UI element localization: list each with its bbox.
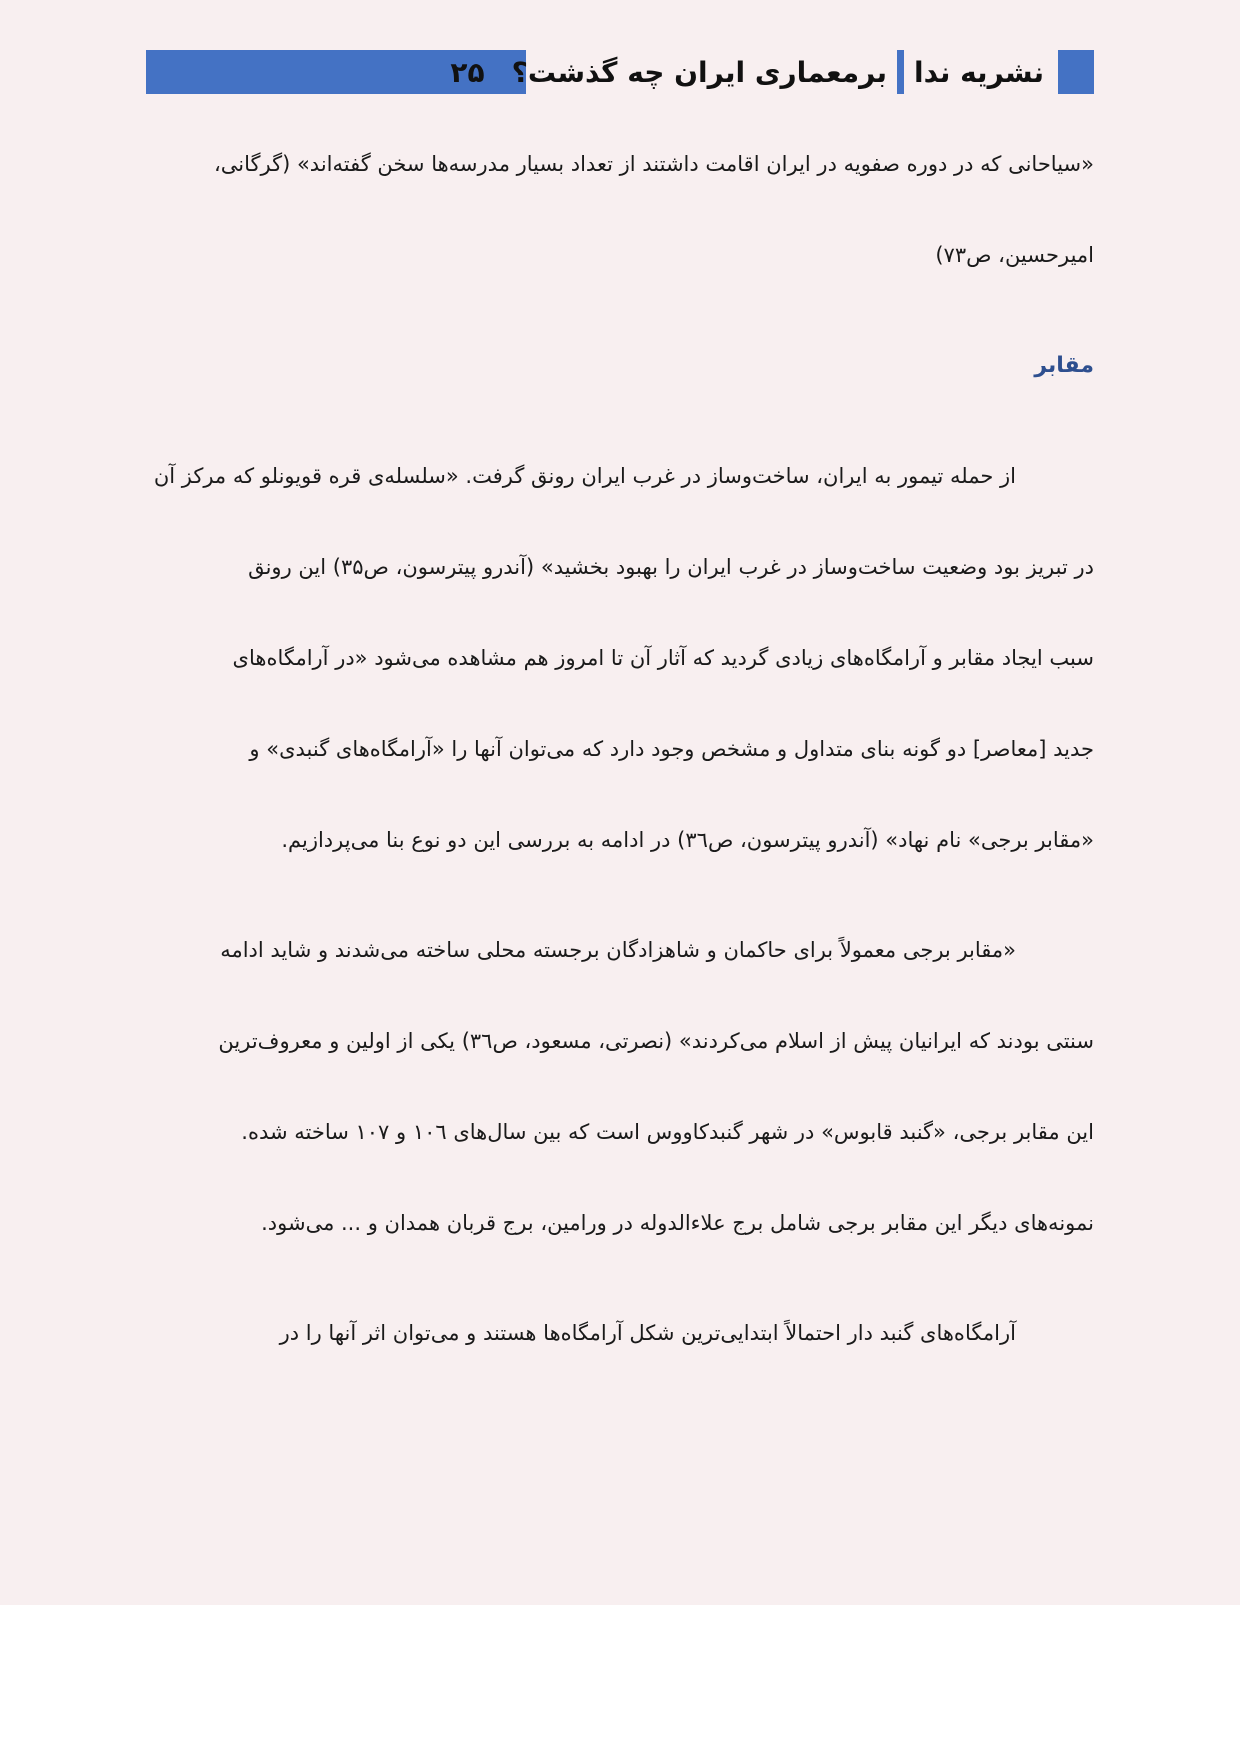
page-number: ۲۵ — [450, 55, 485, 89]
header-separator — [897, 50, 904, 94]
intro-line: «سیاحانی که در دوره صفویه در ایران اقامت داشتند از تعداد بسیار مدرسه‌ها سخن گفته‌اند» (گرگانی، — [213, 152, 1094, 176]
paragraph-line: «مقابر برجی» نام نهاد» (آندرو پیترسون، ص۳٦) در ادامه به بررسی این دو نوع بنا می‌پردازیم. — [281, 828, 1094, 852]
header-title: برمعماری ایران چه گذشت؟ — [511, 55, 888, 89]
paragraph-line: از حمله تیمور به ایران، ساخت‌وساز در غرب ایران رونق گرفت. «سلسله‌ی قره قویونلو که مرکز آن — [153, 464, 1016, 488]
paragraph-line: در تبریز بود وضعیت ساخت‌وساز در غرب ایران را بهبود بخشید» (آندرو پیترسون، ص۳۵) این رونق — [248, 555, 1094, 579]
journal-name: نشریه ندا — [914, 55, 1044, 89]
header-title-group — [450, 50, 1044, 94]
paragraph-line: این مقابر برجی، «گنبد قابوس» در شهر گنبدکاووس است که بین سال‌های ۱۰٦ و ۱۰۷ ساخته شده. — [241, 1120, 1094, 1144]
paragraph-line: سبب ایجاد مقابر و آرامگاه‌های زیادی گردید که آثار آن تا امروز هم مشاهده می‌شود «در آرامگاه‌های — [232, 646, 1094, 670]
paragraph-line: نمونه‌های دیگر این مقابر برجی شامل برج علاءالدوله در ورامین، برج قربان همدان و ... می‌شود. — [261, 1211, 1094, 1235]
header-separator — [495, 50, 502, 94]
intro-line: امیرحسین، ص۷۳) — [935, 243, 1094, 267]
paragraph-line: آرامگاه‌های گنبد دار احتمالاً ابتدایی‌ترین شکل آرامگاه‌ها هستند و می‌توان اثر آنها را در — [279, 1321, 1016, 1345]
page-header — [146, 50, 1094, 94]
section-heading: مقابر — [1034, 353, 1094, 378]
paragraph-line: سنتی بودند که ایرانیان پیش از اسلام می‌کردند» (نصرتی، مسعود، ص۳٦) یکی از اولین و معروف‌ترین — [218, 1029, 1094, 1053]
header-right-bar — [1058, 50, 1094, 94]
paragraph-line: جدید [معاصر] دو گونه بنای متداول و مشخص وجود دارد که می‌توان آنها را «آرامگاه‌های گنبدی» و — [249, 737, 1094, 761]
paragraph-line: «مقابر برجی معمولاً برای حاکمان و شاهزادگان برجسته محلی ساخته می‌شدند و شاید ادامه — [220, 938, 1016, 962]
